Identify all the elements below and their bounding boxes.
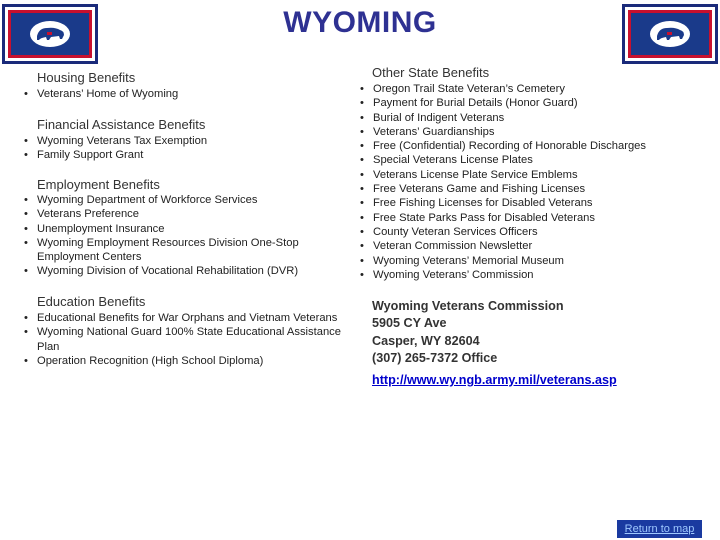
list-item: • Wyoming Employment Resources Division One-Stop Employment Centers	[22, 236, 342, 265]
list-item: • Wyoming Department of Workforce Services	[22, 193, 342, 207]
wyoming-flag-right	[622, 4, 718, 64]
list-item: • Free Fishing Licenses for Disabled Veterans	[358, 196, 698, 210]
list-item: • Veteran Commission Newsletter	[358, 239, 698, 253]
list-item: • Wyoming National Guard 100% State Educational Assistance Plan	[22, 325, 342, 354]
education-benefits-heading: Education Benefits	[37, 294, 146, 309]
list-item: • Family Support Grant	[22, 148, 322, 162]
housing-benefits-heading: Housing Benefits	[37, 70, 136, 85]
list-item: • Veterans’ Home of Wyoming	[22, 87, 322, 101]
list-item: • Free Veterans Game and Fishing Licenses	[358, 182, 698, 196]
other-state-benefits-heading: Other State Benefits	[372, 65, 490, 80]
list-item: • Oregon Trail State Veteran’s Cemetery	[358, 82, 698, 96]
return-to-map-button[interactable]: Return to map	[617, 520, 702, 538]
financial-assistance-list	[22, 134, 322, 163]
contact-name: Wyoming Veterans Commission	[372, 299, 564, 313]
other-state-benefits-list	[358, 82, 698, 282]
financial-assistance-heading: Financial Assistance Benefits	[37, 117, 206, 132]
list-item: • Wyoming Veterans’ Memorial Museum	[358, 254, 698, 268]
list-item: • Operation Recognition (High School Diploma)	[22, 354, 342, 368]
list-item: • Veterans’ Guardianships	[358, 125, 698, 139]
list-item: • Wyoming Division of Vocational Rehabilitation (DVR)	[22, 264, 342, 278]
employment-benefits-heading: Employment Benefits	[37, 177, 160, 192]
list-item: • Payment for Burial Details (Honor Guard)	[358, 96, 698, 110]
list-item: • Veterans License Plate Service Emblems	[358, 168, 698, 182]
list-item: • Free State Parks Pass for Disabled Veterans	[358, 211, 698, 225]
list-item: • Free (Confidential) Recording of Honorable Discharges	[358, 139, 698, 153]
list-item: • Wyoming Veterans’ Commission	[358, 268, 698, 282]
housing-benefits-list	[22, 87, 322, 101]
contact-phone: (307) 265-7372 Office	[372, 350, 498, 365]
contact-city: Casper, WY 82604	[372, 333, 480, 348]
education-benefits-list	[22, 311, 342, 368]
list-item: • Burial of Indigent Veterans	[358, 111, 698, 125]
employment-benefits-list	[22, 193, 342, 279]
list-item: • Special Veterans License Plates	[358, 153, 698, 167]
page-title: WYOMING	[283, 6, 437, 39]
list-item: • County Veteran Services Officers	[358, 225, 698, 239]
list-item: • Wyoming Veterans Tax Exemption	[22, 134, 322, 148]
contact-street: 5905 CY Ave	[372, 316, 447, 331]
veterans-website-link[interactable]: http://www.wy.ngb.army.mil/veterans.asp	[372, 373, 617, 387]
bison-icon	[647, 19, 693, 49]
list-item: • Unemployment Insurance	[22, 222, 342, 236]
list-item: • Veterans Preference	[22, 207, 342, 221]
list-item: • Educational Benefits for War Orphans and Vietnam Veterans	[22, 311, 342, 325]
contact-block	[372, 298, 564, 367]
